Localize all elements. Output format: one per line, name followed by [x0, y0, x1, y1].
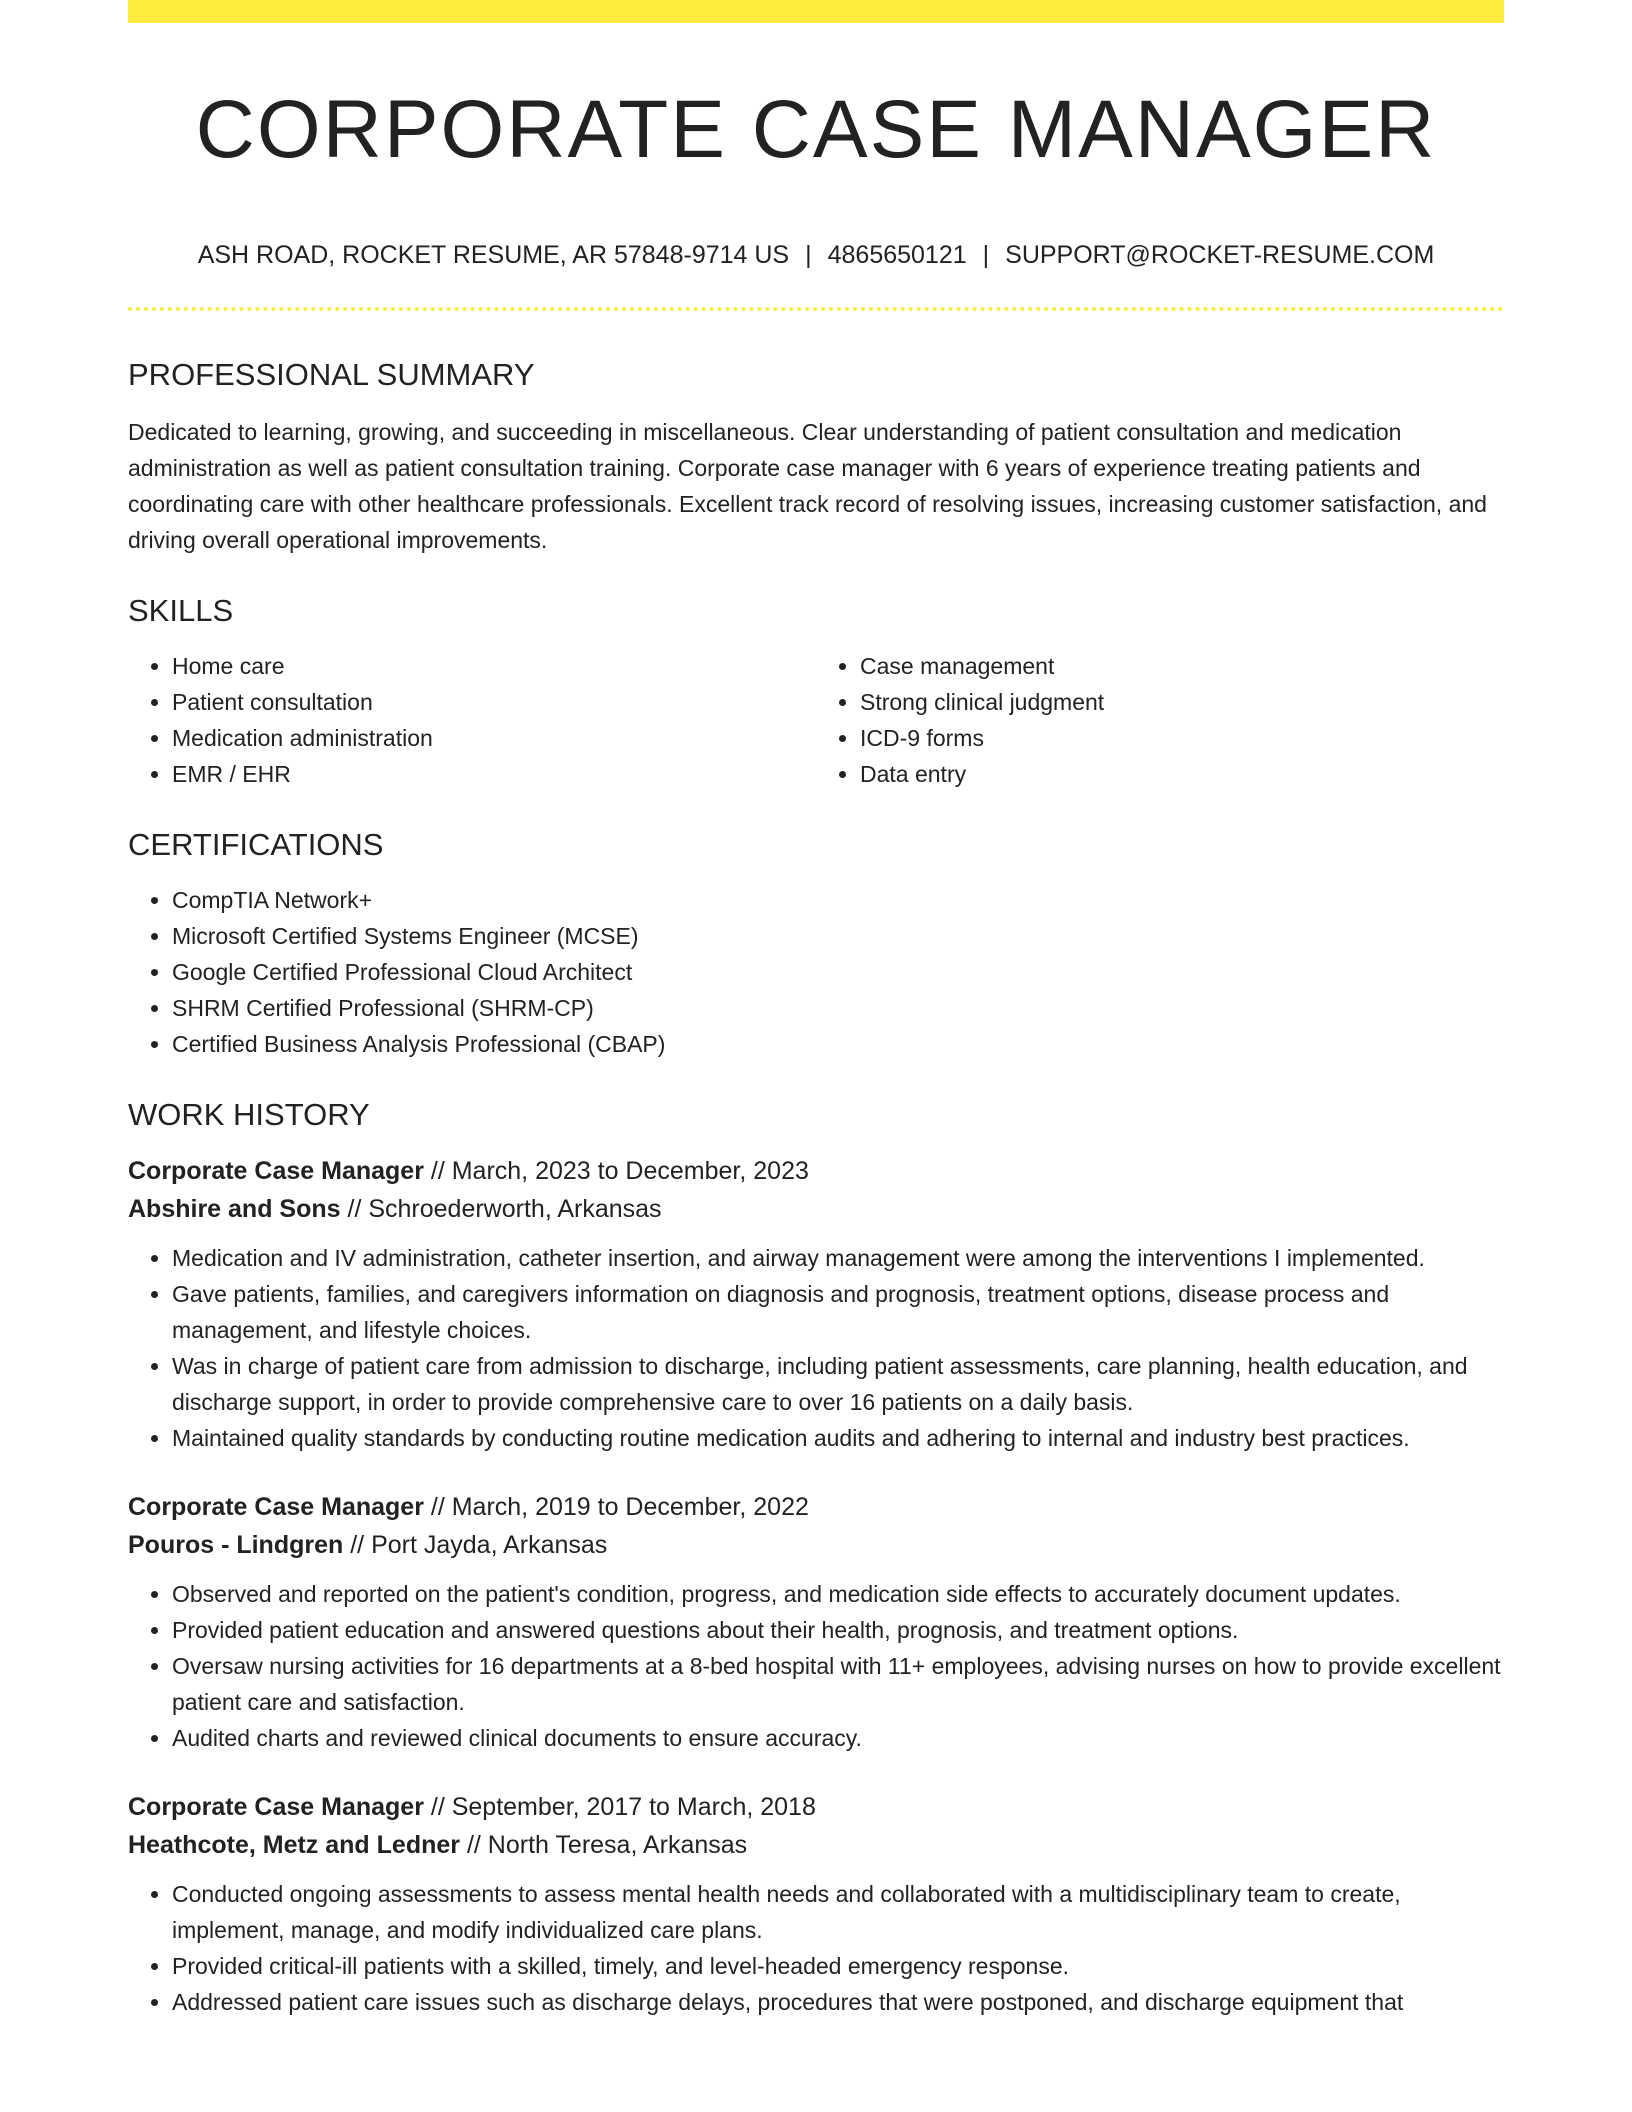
summary-text: Dedicated to learning, growing, and succeeding in miscellaneous. Clear understanding of patient consultation and medication administration as well as patient consultation training. Corporate case manager with 6 years of experience treating patients and coordinating care with other healthcare professionals. Excellent track record of resolving issues, increasing customer satisfaction, and driving overall operational improvements. — [128, 419, 1487, 553]
job-title: Corporate Case Manager — [128, 1793, 424, 1821]
job-bullet: • Provided patient education and answered questions about their health, prognosis, and treatment options. — [172, 1612, 1504, 1648]
job-bullets — [128, 1576, 1504, 1756]
job-title: Corporate Case Manager — [128, 1493, 424, 1521]
certifications-list — [128, 882, 1504, 1062]
skills-left-list — [128, 648, 816, 792]
resume-content — [128, 352, 1504, 2020]
accent-bar — [128, 0, 1504, 23]
job-bullet: • Was in charge of patient care from admission to discharge, including patient assessments, care planning, health education, and discharge support, in order to provide comprehensive care to over 16 patients on a daily basis. — [172, 1348, 1504, 1420]
job-bullet: • Medication and IV administration, catheter insertion, and airway management were among the interventions I implemented. — [172, 1240, 1504, 1276]
job-bullet: • Maintained quality standards by conducting routine medication audits and adhering to internal and industry best practices. — [172, 1420, 1504, 1456]
job-location: // Schroederworth, Arkansas — [347, 1195, 662, 1223]
certification-item: • Microsoft Certified Systems Engineer (MCSE) — [172, 918, 1504, 954]
job-entry — [128, 1788, 1504, 2020]
skills-heading: SKILLS — [128, 593, 234, 628]
skill-item: • Case management — [860, 648, 1504, 684]
job-dates: // March, 2019 to December, 2022 — [430, 1493, 809, 1521]
skill-item: • Strong clinical judgment — [860, 684, 1504, 720]
job-location: // North Teresa, Arkansas — [466, 1831, 748, 1859]
job-company-line — [128, 1190, 1504, 1228]
job-entry — [128, 1152, 1504, 1456]
job-title: Corporate Case Manager — [128, 1157, 424, 1185]
certification-item: • SHRM Certified Professional (SHRM-CP) — [172, 990, 1504, 1026]
dotted-divider — [128, 307, 1504, 311]
job-company-line — [128, 1826, 1504, 1864]
contact-separator: | — [982, 241, 990, 269]
job-bullet: • Conducted ongoing assessments to assess mental health needs and collaborated with a multidisciplinary team to create, implement, manage, and modify individualized care plans. — [172, 1876, 1504, 1948]
certification-item: • CompTIA Network+ — [172, 882, 1504, 918]
skills-grid — [128, 648, 1504, 792]
certifications-heading: CERTIFICATIONS — [128, 827, 384, 862]
contact-address: ASH ROAD, ROCKET RESUME, AR 57848-9714 US — [197, 241, 790, 269]
job-company-line — [128, 1526, 1504, 1564]
job-bullets — [128, 1240, 1504, 1456]
job-bullet: • Oversaw nursing activities for 16 departments at a 8-bed hospital with 11+ employees, advising nurses on how to provide excellent patient care and satisfaction. — [172, 1648, 1504, 1720]
resume-name: CORPORATE CASE MANAGER — [195, 84, 1437, 175]
job-bullet: • Audited charts and reviewed clinical documents to ensure accuracy. — [172, 1720, 1504, 1756]
job-company: Abshire and Sons — [128, 1195, 341, 1223]
job-title-line — [128, 1488, 1504, 1526]
summary-heading: PROFESSIONAL SUMMARY — [128, 357, 535, 392]
skill-item: • Home care — [172, 648, 816, 684]
skill-item: • ICD-9 forms — [860, 720, 1504, 756]
work-history-section — [128, 1092, 1504, 2020]
job-bullet: • Gave patients, families, and caregivers information on diagnosis and prognosis, treatment options, disease process and management, and lifestyle choices. — [172, 1276, 1504, 1348]
job-company: Pouros - Lindgren — [128, 1531, 344, 1559]
skills-right-list — [816, 648, 1504, 792]
job-bullet: • Observed and reported on the patient's condition, progress, and medication side effects to accurately document updates. — [172, 1576, 1504, 1612]
certification-item: • Certified Business Analysis Professional (CBAP) — [172, 1026, 1504, 1062]
job-entry — [128, 1488, 1504, 1756]
work-history-heading: WORK HISTORY — [128, 1097, 370, 1132]
contact-separator: | — [805, 241, 812, 269]
skill-item: • Data entry — [860, 756, 1504, 792]
skill-item: • Patient consultation — [172, 684, 816, 720]
summary-section — [128, 352, 1504, 558]
job-title-line — [128, 1152, 1504, 1190]
contact-phone: 4865650121 — [827, 241, 967, 269]
job-bullet: • Addressed patient care issues such as discharge delays, procedures that were postponed, and discharge equipment that — [172, 1984, 1504, 2020]
job-title-line — [128, 1788, 1504, 1826]
skill-item: • EMR / EHR — [172, 756, 816, 792]
certifications-section — [128, 822, 1504, 1062]
skills-section — [128, 588, 1504, 792]
job-bullet: • Provided critical-ill patients with a skilled, timely, and level-headed emergency response. — [172, 1948, 1504, 1984]
job-location: // Port Jayda, Arkansas — [350, 1531, 608, 1559]
certification-item: • Google Certified Professional Cloud Architect — [172, 954, 1504, 990]
contact-line — [128, 235, 1504, 275]
job-dates: // March, 2023 to December, 2023 — [430, 1157, 809, 1185]
skill-item: • Medication administration — [172, 720, 816, 756]
job-company: Heathcote, Metz and Ledner — [128, 1831, 460, 1859]
job-dates: // September, 2017 to March, 2018 — [430, 1793, 816, 1821]
job-bullets — [128, 1876, 1504, 2020]
contact-email: SUPPORT@ROCKET-RESUME.COM — [1005, 241, 1435, 269]
